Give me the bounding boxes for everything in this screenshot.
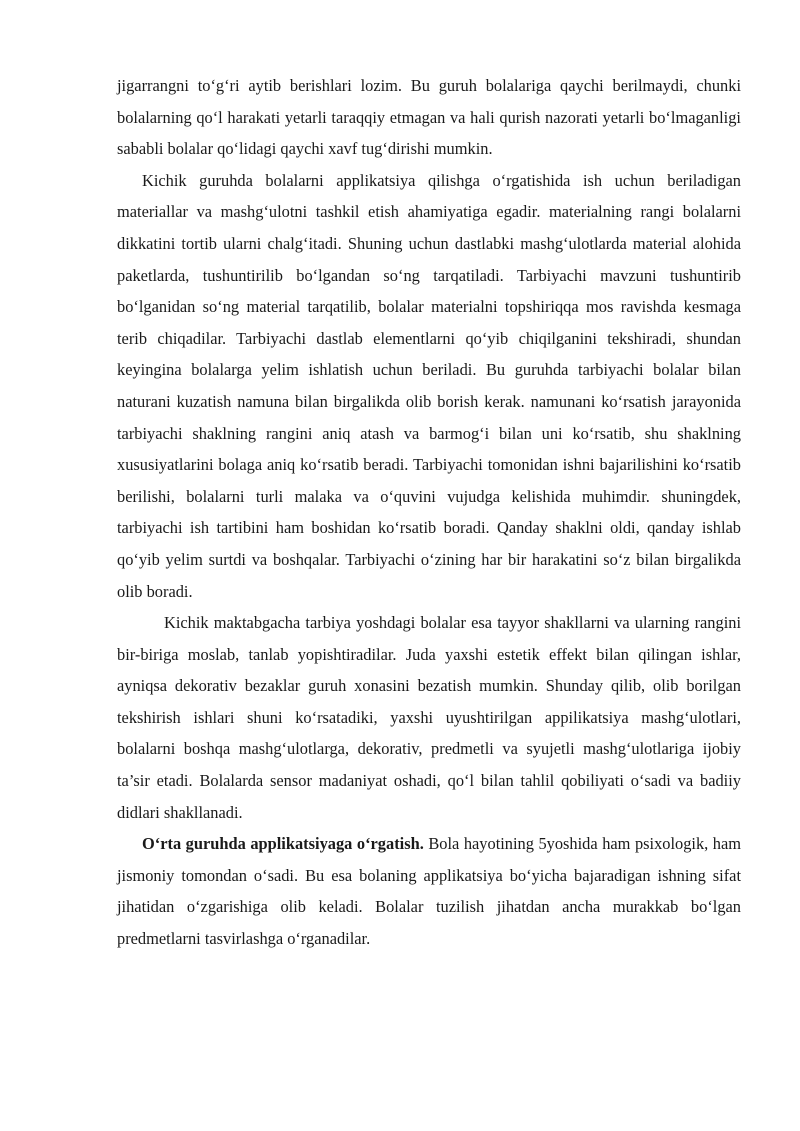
paragraph-kichik-maktabgacha: Kichik maktabgacha tarbiya yoshdagi bolalar esa tayyor shakllarni va ularning rangini bir-biriga moslab, tanlab yopishtiradilar. Juda yaxshi estetik effekt bilan qilingan ishlar, ayniqsa dekorativ bezaklar guruh xonasini bezatish mumkin. Shunday qilib, olib borilgan tekshirish ishlari shuni ko‘rsatadiki, yaxshi uyushtirilgan appilikatsiya mashg‘ulotlari, bolalarni boshqa mashg‘ulotlarga, dekorativ, predmetli va syujetli mashg‘ulotlariga ijobiy ta’sir etadi. Bolalarda sensor madaniyat oshadi, qo‘l bilan tahlil qobiliyati o‘sadi va badiiy didlari shakllanadi. bbox=[117, 613, 741, 822]
paragraph-orta-guruh-text: Bola hayotining 5yoshida ham psixologik, ham jismoniy tomondan o‘sadi. Bu esa bolaning applikatsiya bo‘yicha bajaradigan ishning sifat jihatidan o‘zgarishiga olib keladi. Bolalar tuzilish jihatdan ancha murakkab bo‘lgan predmetlarni tasvirlashga o‘rganadilar. bbox=[117, 834, 741, 949]
paragraph-orta-guruh bbox=[117, 828, 741, 954]
body-text bbox=[117, 70, 741, 955]
section-heading-inline: O‘rta guruhda applikatsiyaga o‘rgatish. bbox=[142, 834, 424, 854]
paragraph-continuation: jigarrangni to‘g‘ri aytib berishlari lozim. Bu guruh bolalariga qaychi berilmaydi, chunki bolalarning qo‘l harakati yetarli taraqqiy etmagan va hali qurish nazorati yetarli bo‘lmaganligi sababli bolalar qo‘lidagi qaychi xavf tug‘dirishi mumkin. bbox=[117, 76, 741, 159]
paragraph-kichik-guruh-material: Kichik guruhda bolalarni applikatsiya qilishga o‘rgatishida ish uchun beriladigan materiallar va mashg‘ulotni tashkil etish ahamiyatiga egadir. materialning rangi bolalarni dikkatini tortib ularni chalg‘itadi. Shuning uchun dastlabki mashg‘ulotlarda material alohida paketlarda, tushuntirilib bo‘lgandan so‘ng tarqatiladi. Tarbiyachi mavzuni tushuntirib bo‘lganidan so‘ng material tarqatilib, bolalar materialni topshiriqqa mos ravishda kesmaga terib chiqadilar. Tarbiyachi dastlab elementlarni qo‘yib chiqilganini tekshiradi, shundan keyingina bolalarga yelim ishlatish uchun beriladi. Bu guruhda tarbiyachi bolalar bilan naturani kuzatish namuna bilan birgalikda olib borish kerak. namunani ko‘rsatish jarayonida tarbiyachi shaklning rangini aniq atash va barmog‘i bilan uni ko‘rsatib, shu shaklning xususiyatlarini bolaga aniq ko‘rsatib beradi. Tarbiyachi tomonidan ishni bajarilishini ko‘rsatib berilishi, bolalarni turli malaka va o‘quvini vujudga kelishida muhimdir. shuningdek, tarbiyachi ish tartibini ham boshidan ko‘rsatib boradi. Qanday shaklni oldi, qanday ishlab qo‘yib yelim surtdi va boshqalar. Tarbiyachi o‘zining har bir harakatini so‘z bilan birgalikda olib boradi. bbox=[117, 170, 741, 601]
